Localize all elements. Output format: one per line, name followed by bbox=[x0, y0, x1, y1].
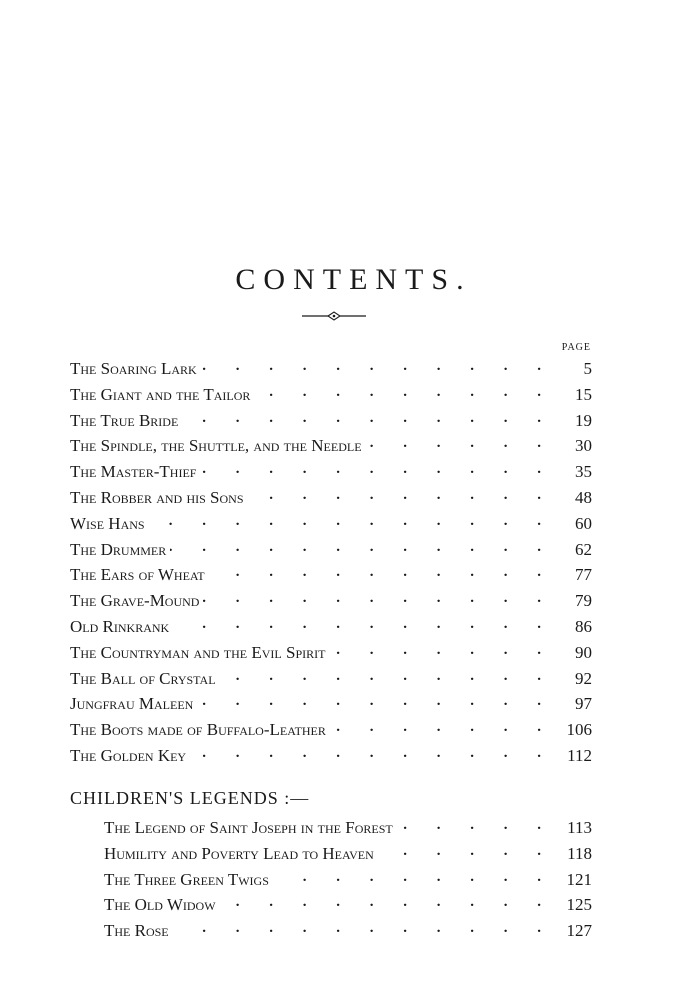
toc-entry bbox=[70, 667, 592, 693]
entry-title: Wise Hans bbox=[70, 513, 145, 533]
entry-title: The Legend of Saint Joseph in the Forest bbox=[104, 818, 393, 837]
entry-page-number: 118 bbox=[567, 843, 592, 863]
entry-page-number: 125 bbox=[566, 895, 592, 915]
toc-entry bbox=[70, 641, 592, 667]
entry-title: The Three Green Twigs bbox=[104, 869, 269, 889]
entry-page-number: 48 bbox=[575, 487, 592, 507]
toc-entry bbox=[70, 460, 592, 486]
toc-entry bbox=[70, 434, 592, 460]
entry-title: The Boots made of Buffalo-Leather bbox=[70, 720, 326, 740]
entry-page-number: 5 bbox=[583, 359, 592, 378]
legends-list bbox=[104, 816, 592, 945]
entry-title: Humility and Poverty Lead to Heaven bbox=[104, 843, 374, 863]
dot-leader bbox=[182, 410, 562, 427]
toc-entry bbox=[70, 538, 592, 564]
dot-leader bbox=[254, 384, 562, 401]
toc-entry bbox=[70, 357, 592, 383]
dot-leader bbox=[200, 461, 562, 478]
entry-page-number: 19 bbox=[575, 410, 592, 430]
dot-leader bbox=[248, 487, 562, 504]
entry-title: The Countryman and the Evil Spirit bbox=[70, 642, 326, 662]
dot-leader bbox=[149, 513, 562, 530]
entry-page-number: 106 bbox=[566, 720, 592, 740]
entry-title: The True Bride bbox=[70, 410, 179, 430]
entry-page-number: 62 bbox=[575, 539, 592, 559]
entry-title: The Old Widow bbox=[104, 895, 216, 915]
ornament-divider-icon bbox=[302, 309, 366, 323]
entry-title: The Ears of Wheat bbox=[70, 565, 205, 585]
toc-entry bbox=[104, 919, 592, 945]
entry-title: The Rose bbox=[104, 921, 169, 941]
entry-page-number: 86 bbox=[575, 616, 592, 636]
entry-title: Jungfrau Maleen bbox=[70, 694, 194, 714]
entry-title: The Soaring Lark bbox=[70, 359, 197, 378]
dot-leader bbox=[201, 358, 562, 375]
toc-entry bbox=[104, 842, 592, 868]
entry-page-number: 121 bbox=[566, 869, 592, 889]
dot-leader bbox=[203, 590, 562, 607]
dot-leader bbox=[220, 894, 562, 911]
entry-page-number: 112 bbox=[567, 745, 592, 765]
entry-title: The Drummer bbox=[70, 539, 167, 559]
entry-page-number: 15 bbox=[575, 384, 592, 404]
dot-leader bbox=[170, 539, 562, 556]
page-column-heading: PAGE bbox=[561, 342, 591, 353]
entry-title: The Master-Thief bbox=[70, 462, 197, 482]
entry-page-number: 77 bbox=[575, 565, 592, 585]
toc-entry bbox=[70, 409, 592, 435]
page-title: CONTENTS. bbox=[235, 263, 472, 297]
entry-title: The Grave-Mound bbox=[70, 591, 200, 611]
entry-title: The Golden Key bbox=[70, 745, 187, 765]
entry-page-number: 30 bbox=[575, 436, 592, 456]
toc-entry bbox=[104, 868, 592, 894]
toc-entry bbox=[104, 816, 592, 842]
entry-page-number: 127 bbox=[566, 921, 592, 941]
entry-title: The Ball of Crystal bbox=[70, 668, 216, 688]
toc-entry bbox=[70, 486, 592, 512]
entry-title: The Robber and his Sons bbox=[70, 487, 244, 507]
dot-leader bbox=[173, 616, 562, 633]
toc-entry bbox=[70, 512, 592, 538]
entry-title: The Giant and the Tailor bbox=[70, 384, 251, 404]
entry-title: Old Rinkrank bbox=[70, 616, 170, 636]
dot-leader bbox=[190, 745, 562, 762]
entry-title: The Spindle, the Shuttle, and the Needle bbox=[70, 436, 362, 456]
dot-leader bbox=[273, 869, 562, 886]
dot-leader bbox=[209, 564, 562, 581]
toc-entry bbox=[70, 589, 592, 615]
toc-entry bbox=[70, 615, 592, 641]
entry-page-number: 90 bbox=[575, 642, 592, 662]
entry-page-number: 92 bbox=[575, 668, 592, 688]
dot-leader bbox=[378, 843, 562, 860]
toc-entry bbox=[70, 718, 592, 744]
dot-leader bbox=[397, 817, 562, 834]
entry-page-number: 60 bbox=[575, 513, 592, 533]
toc-entry bbox=[70, 383, 592, 409]
toc-entry bbox=[70, 692, 592, 718]
toc-entry bbox=[70, 563, 592, 589]
contents-list bbox=[70, 357, 592, 770]
dot-leader bbox=[173, 920, 562, 937]
entry-page-number: 113 bbox=[567, 818, 592, 837]
dot-leader bbox=[197, 693, 562, 710]
dot-leader bbox=[329, 642, 562, 659]
toc-entry bbox=[104, 893, 592, 919]
entry-page-number: 35 bbox=[575, 462, 592, 482]
dot-leader bbox=[330, 719, 562, 736]
entry-page-number: 79 bbox=[575, 591, 592, 611]
entry-page-number: 97 bbox=[575, 694, 592, 714]
toc-entry bbox=[70, 744, 592, 770]
section-heading: CHILDREN'S LEGENDS :— bbox=[70, 788, 310, 808]
dot-leader bbox=[366, 435, 562, 452]
dot-leader bbox=[220, 668, 562, 685]
